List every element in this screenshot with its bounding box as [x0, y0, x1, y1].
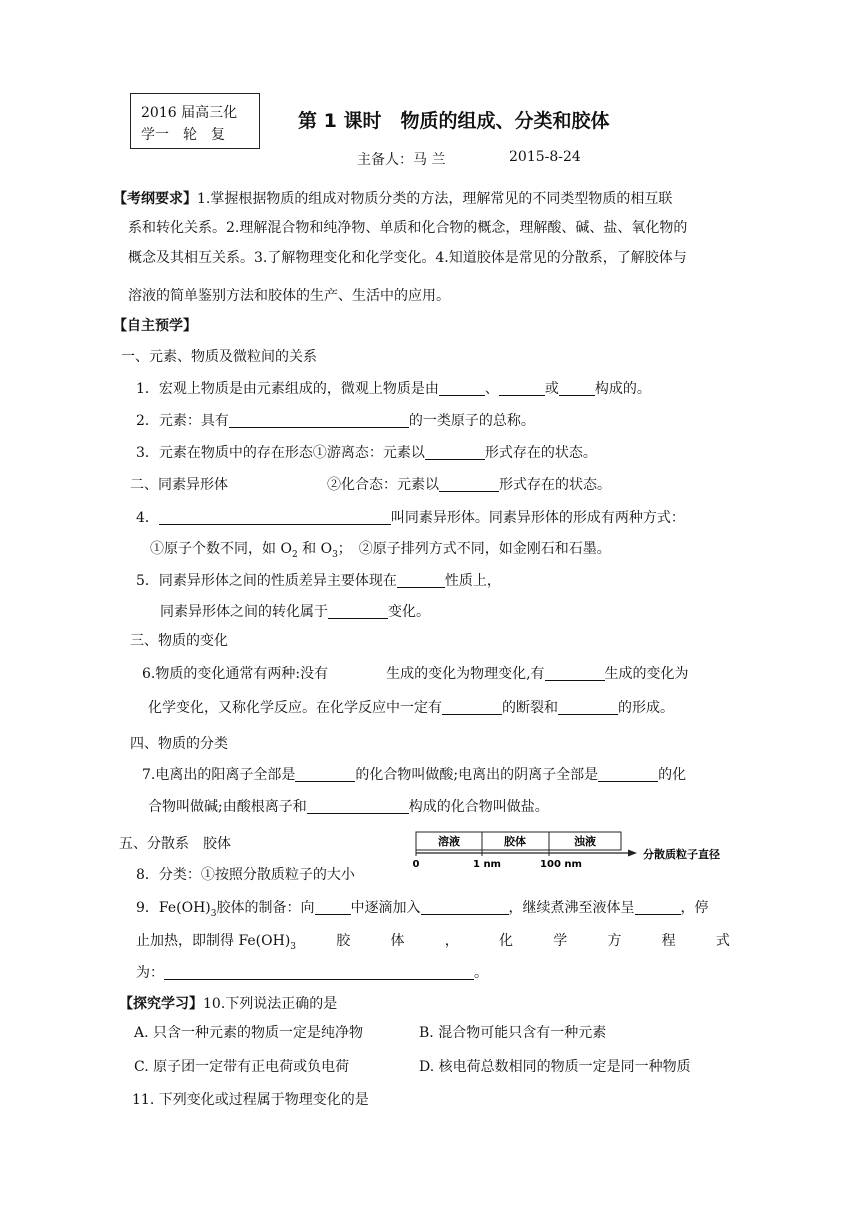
answer-blank[interactable] [439, 477, 499, 492]
header-box-line2: 学一 轮 复 [141, 127, 225, 143]
answer-blank[interactable] [315, 900, 351, 915]
diagram-tick-1nm: 1 nm [473, 859, 501, 870]
header-box [130, 93, 260, 149]
answer-blank[interactable] [159, 510, 391, 525]
answer-blank[interactable] [545, 666, 605, 681]
answer-blank[interactable] [295, 767, 355, 782]
question-3: 3．元素在物质中的存在形态①游离态：元素以 形式存在的状态。 [136, 445, 597, 461]
question-5: 5．同素异形体之间的性质差异主要体现在 性质上， [136, 573, 501, 589]
header-box-line1: 2016 届高三化 [141, 105, 238, 121]
answer-blank[interactable] [559, 381, 595, 396]
answer-blank[interactable] [229, 413, 409, 428]
question-4: 4． 叫同素异形体。同素异形体的形成有两种方式： [136, 510, 685, 526]
question-3-part2: ②化合态：元素以 形式存在的状态。 [327, 477, 611, 493]
kaogang-line4: 溶液的简单鉴别方法和胶体的生产、生活中的应用。 [128, 288, 450, 304]
question-1: 1．宏观上物质是由元素组成的，微观上物质是由 、 或 构成的。 [136, 381, 651, 397]
option-c[interactable]: C. 原子团一定带有正电荷或负电荷 [134, 1059, 350, 1075]
section-1-heading: 一、元素、物质及微粒间的关系 [121, 349, 317, 365]
answer-blank[interactable] [328, 604, 388, 619]
answer-blank[interactable] [442, 700, 502, 715]
diagram-tick-0: 0 [412, 859, 420, 870]
answer-blank[interactable] [499, 381, 545, 396]
author-line: 主备人：马 兰 [357, 152, 446, 168]
question-7: 7.电离出的阳离子全部是 的化合物叫做酸;电离出的阴离子全部是 的化 [142, 767, 687, 783]
answer-blank[interactable] [425, 445, 485, 460]
tanjiu-line [119, 993, 337, 1013]
answer-blank[interactable] [421, 900, 509, 915]
question-9-line2: 止加热，即制得 $Fe(OH)_3$ 胶 体 ， 化 学 方 程 式 [136, 933, 730, 952]
diagram-seg-suspension: 浊液 [574, 835, 596, 848]
section-2-heading: 二、同素异形体 [130, 477, 228, 493]
diagram-axis-label: 分散质粒子直径 [643, 848, 720, 861]
kaogang-line3: 概念及其相互关系。3.了解物理变化和化学变化。4.知道胶体是常见的分散系，了解胶体与 [128, 250, 687, 266]
answer-blank[interactable] [598, 767, 658, 782]
answer-blank[interactable] [635, 900, 681, 915]
question-6-line2: 化学变化，又称化学反应。在化学反应中一定有 的断裂和 的形成。 [148, 700, 674, 716]
question-9: 9．$Fe(OH)_3$胶体的制备：向 中逐滴加入 ，继续煮沸至液体呈 ，停 [136, 900, 709, 919]
question-8: 8．分类：①按照分散质粒子的大小 [136, 867, 355, 883]
date: 2015-8-24 [509, 149, 581, 165]
question-10: 10.下列说法正确的是 [203, 996, 338, 1012]
diagram-tick-100nm: 100 nm [540, 859, 582, 870]
diagram-seg-colloid: 胶体 [504, 835, 526, 848]
question-6: 6.物质的变化通常有两种:没有 生成的变化为物理变化,有 生成的变化为 [142, 666, 689, 682]
section-3-heading: 三、物质的变化 [130, 633, 228, 649]
zizhu-label: 【自主预学】 [113, 318, 197, 334]
section-4-heading: 四、物质的分类 [130, 736, 228, 752]
question-5-line2: 同素异形体之间的转化属于 变化。 [160, 604, 430, 620]
option-b[interactable]: B. 混合物可能只含有一种元素 [419, 1025, 607, 1041]
option-a[interactable]: A. 只含一种元素的物质一定是纯净物 [134, 1025, 364, 1041]
tanjiu-label: 【探究学习】 [119, 996, 203, 1012]
answer-blank[interactable] [397, 573, 445, 588]
kaogang-label: 【考纲要求】 [113, 191, 197, 207]
option-d[interactable]: D. 核电荷总数相同的物质一定是同一种物质 [419, 1059, 691, 1075]
question-9-line3: 为： 。 [136, 965, 488, 981]
diagram-seg-solution: 溶液 [438, 835, 460, 848]
diagram-axis-arrow [628, 850, 637, 857]
question-11: 11. 下列变化或过程属于物理变化的是 [132, 1092, 369, 1108]
answer-blank[interactable] [558, 700, 618, 715]
question-7-line2: 合物叫做碱;由酸根离子和 构成的化合物叫做盐。 [148, 799, 549, 815]
page-title: 第 1 课时 物质的组成、分类和胶体 [298, 110, 610, 132]
answer-blank[interactable] [307, 799, 409, 814]
question-2: 2．元素：具有 的一类原子的总称。 [136, 413, 535, 429]
section-5-heading: 五、分散系 胶体 [119, 836, 231, 852]
answer-blank[interactable] [439, 381, 485, 396]
dispersion-diagram [405, 828, 735, 876]
answer-blank[interactable] [164, 965, 474, 980]
kaogang-line2: 系和转化关系。2.理解混合物和纯净物、单质和化合物的概念，理解酸、碱、盐、氧化物的 [128, 220, 688, 236]
kaogang-line1: 【考纲要求】1.掌握根据物质的组成对物质分类的方法，理解常见的不同类型物质的相互联 [113, 191, 673, 207]
question-4-line2: ①原子个数不同，如 $O_2$ 和 $O_3$； ②原子排列方式不同，如金刚石和石墨。 [150, 541, 611, 560]
